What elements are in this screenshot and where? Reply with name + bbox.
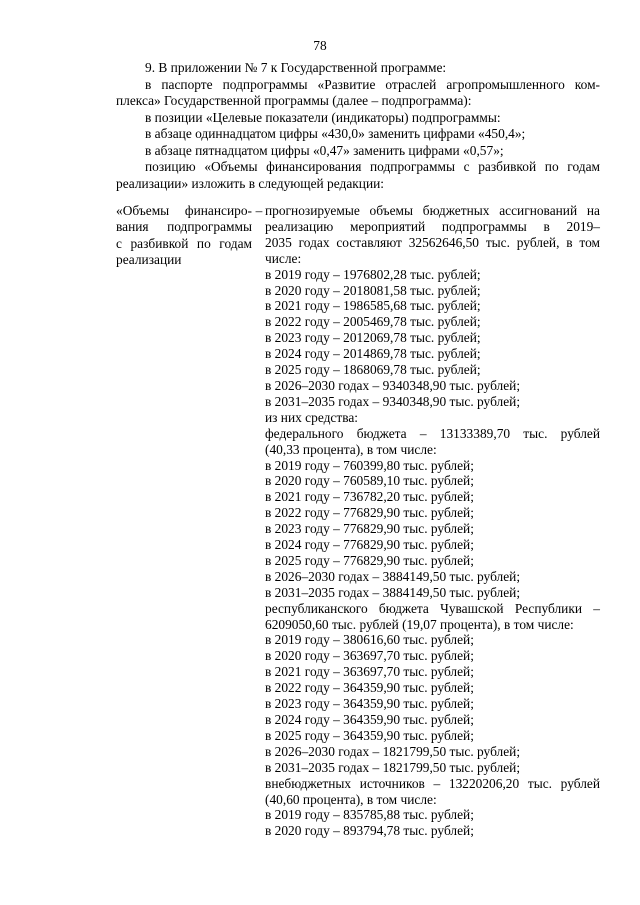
intro-line: реализации» изложить в следующей редакции: [116,175,384,191]
position-label-line: с разбивкой по годам [116,235,252,251]
intro-line: в абзаце пятнадцатом цифры «0,47» заменить цифрами «0,57»; [145,142,504,158]
text-line: в 2019 году – 1976802,28 тыс. рублей; [265,266,481,282]
text-line: в 2024 году – 364359,90 тыс. рублей; [265,712,474,727]
text-line: в 2021 году – 736782,20 тыс. рублей; [265,489,474,505]
financing-text [265,203,600,839]
text-line: в 2025 году – 776829,90 тыс. рублей; [265,552,474,568]
text-line: в 2024 году – 2014869,78 тыс. рублей; [265,346,481,362]
text-line: федерального бюджета – 13133389,70 тыс. рублей [265,425,600,441]
text-line: прогнозируемые объемы бюджетных ассигнований на [265,203,600,218]
text-line: в 2020 году – 760589,10 тыс. рублей; [265,473,474,489]
text-line: республиканского бюджета Чувашской Республики – [265,600,600,616]
text-line: из них средства: [265,409,359,425]
text-line: (40,33 процента), в том числе: [265,441,437,457]
text-line: в 2019 году – 760399,80 тыс. рублей; [265,457,474,473]
text-line: в 2025 году – 1868069,78 тыс. рублей; [265,362,481,378]
text-line: в 2031–2035 годах – 9340348,90 тыс. рублей; [265,393,521,409]
text-line: в 2022 году – 364359,90 тыс. рублей; [265,680,474,696]
text-line: в 2019 году – 380616,60 тыс. рублей; [265,632,474,648]
text-line: внебюджетных источников – 13220206,20 тыс. рублей [265,775,600,791]
text-line: в 2020 году – 363697,70 тыс. рублей; [265,648,474,664]
intro-line: плекса» Государственной программы (далее – подпрограмма): [116,93,472,108]
text-line: в 2020 году – 893794,78 тыс. рублей; [265,823,474,839]
text-line: в 2024 году – 776829,90 тыс. рублей; [265,537,474,553]
text-line: в 2026–2030 годах – 3884149,50 тыс. рублей; [265,568,521,584]
intro-line: позицию «Объемы финансирования подпрограммы с разбивкой по годам [145,159,600,174]
page-number: 78 [313,38,327,53]
text-line: в 2025 году – 364359,90 тыс. рублей; [265,727,474,743]
intro-line: в позиции «Целевые показатели (индикаторы) подпрограммы: [145,109,501,125]
text-line: в 2031–2035 годах – 3884149,50 тыс. рублей; [265,584,521,600]
text-line: в 2020 году – 2018081,58 тыс. рублей; [265,282,481,298]
intro-line: в паспорте подпрограммы «Развитие отраслей агропромышленного ком- [145,76,600,92]
text-line: в 2022 году – 2005469,78 тыс. рублей; [265,314,481,330]
text-line: реализацию мероприятий подпрограммы в 2019– [265,218,600,234]
intro-line: в абзаце одиннадцатом цифры «430,0» заменить цифрами «450,4»; [145,126,526,141]
text-line: (40,60 процента), в том числе: [265,791,437,807]
position-label-line: вания подпрограммы [116,219,252,235]
separator-dash: – [255,203,263,218]
text-line: в 2022 году – 776829,90 тыс. рублей; [265,505,474,521]
text-line: в 2026–2030 годах – 1821799,50 тыс. рублей; [265,743,521,759]
intro-section [116,60,600,192]
text-line: в 2026–2030 годах – 9340348,90 тыс. рублей; [265,377,521,393]
text-line: в 2021 году – 1986585,68 тыс. рублей; [265,298,481,314]
text-line: 6209050,60 тыс. рублей (19,07 процента), в том числе: [265,616,574,632]
text-line: в 2031–2035 годах – 1821799,50 тыс. рублей; [265,759,521,775]
position-label-line: «Объемы финансиро- [116,203,252,218]
text-line: в 2021 году – 363697,70 тыс. рублей; [265,664,474,680]
text-line: в 2023 году – 2012069,78 тыс. рублей; [265,330,481,346]
text-line: в 2023 году – 364359,90 тыс. рублей; [265,696,474,712]
intro-line: 9. В приложении № 7 к Государственной программе: [145,60,447,75]
position-label [116,203,252,269]
text-line: в 2019 году – 835785,88 тыс. рублей; [265,807,474,823]
text-line: числе: [265,250,302,266]
position-label-line: реализации [116,252,182,268]
text-line: в 2023 году – 776829,90 тыс. рублей; [265,521,474,537]
text-line: 2035 годах составляют 32562646,50 тыс. рублей, в том [265,234,600,250]
